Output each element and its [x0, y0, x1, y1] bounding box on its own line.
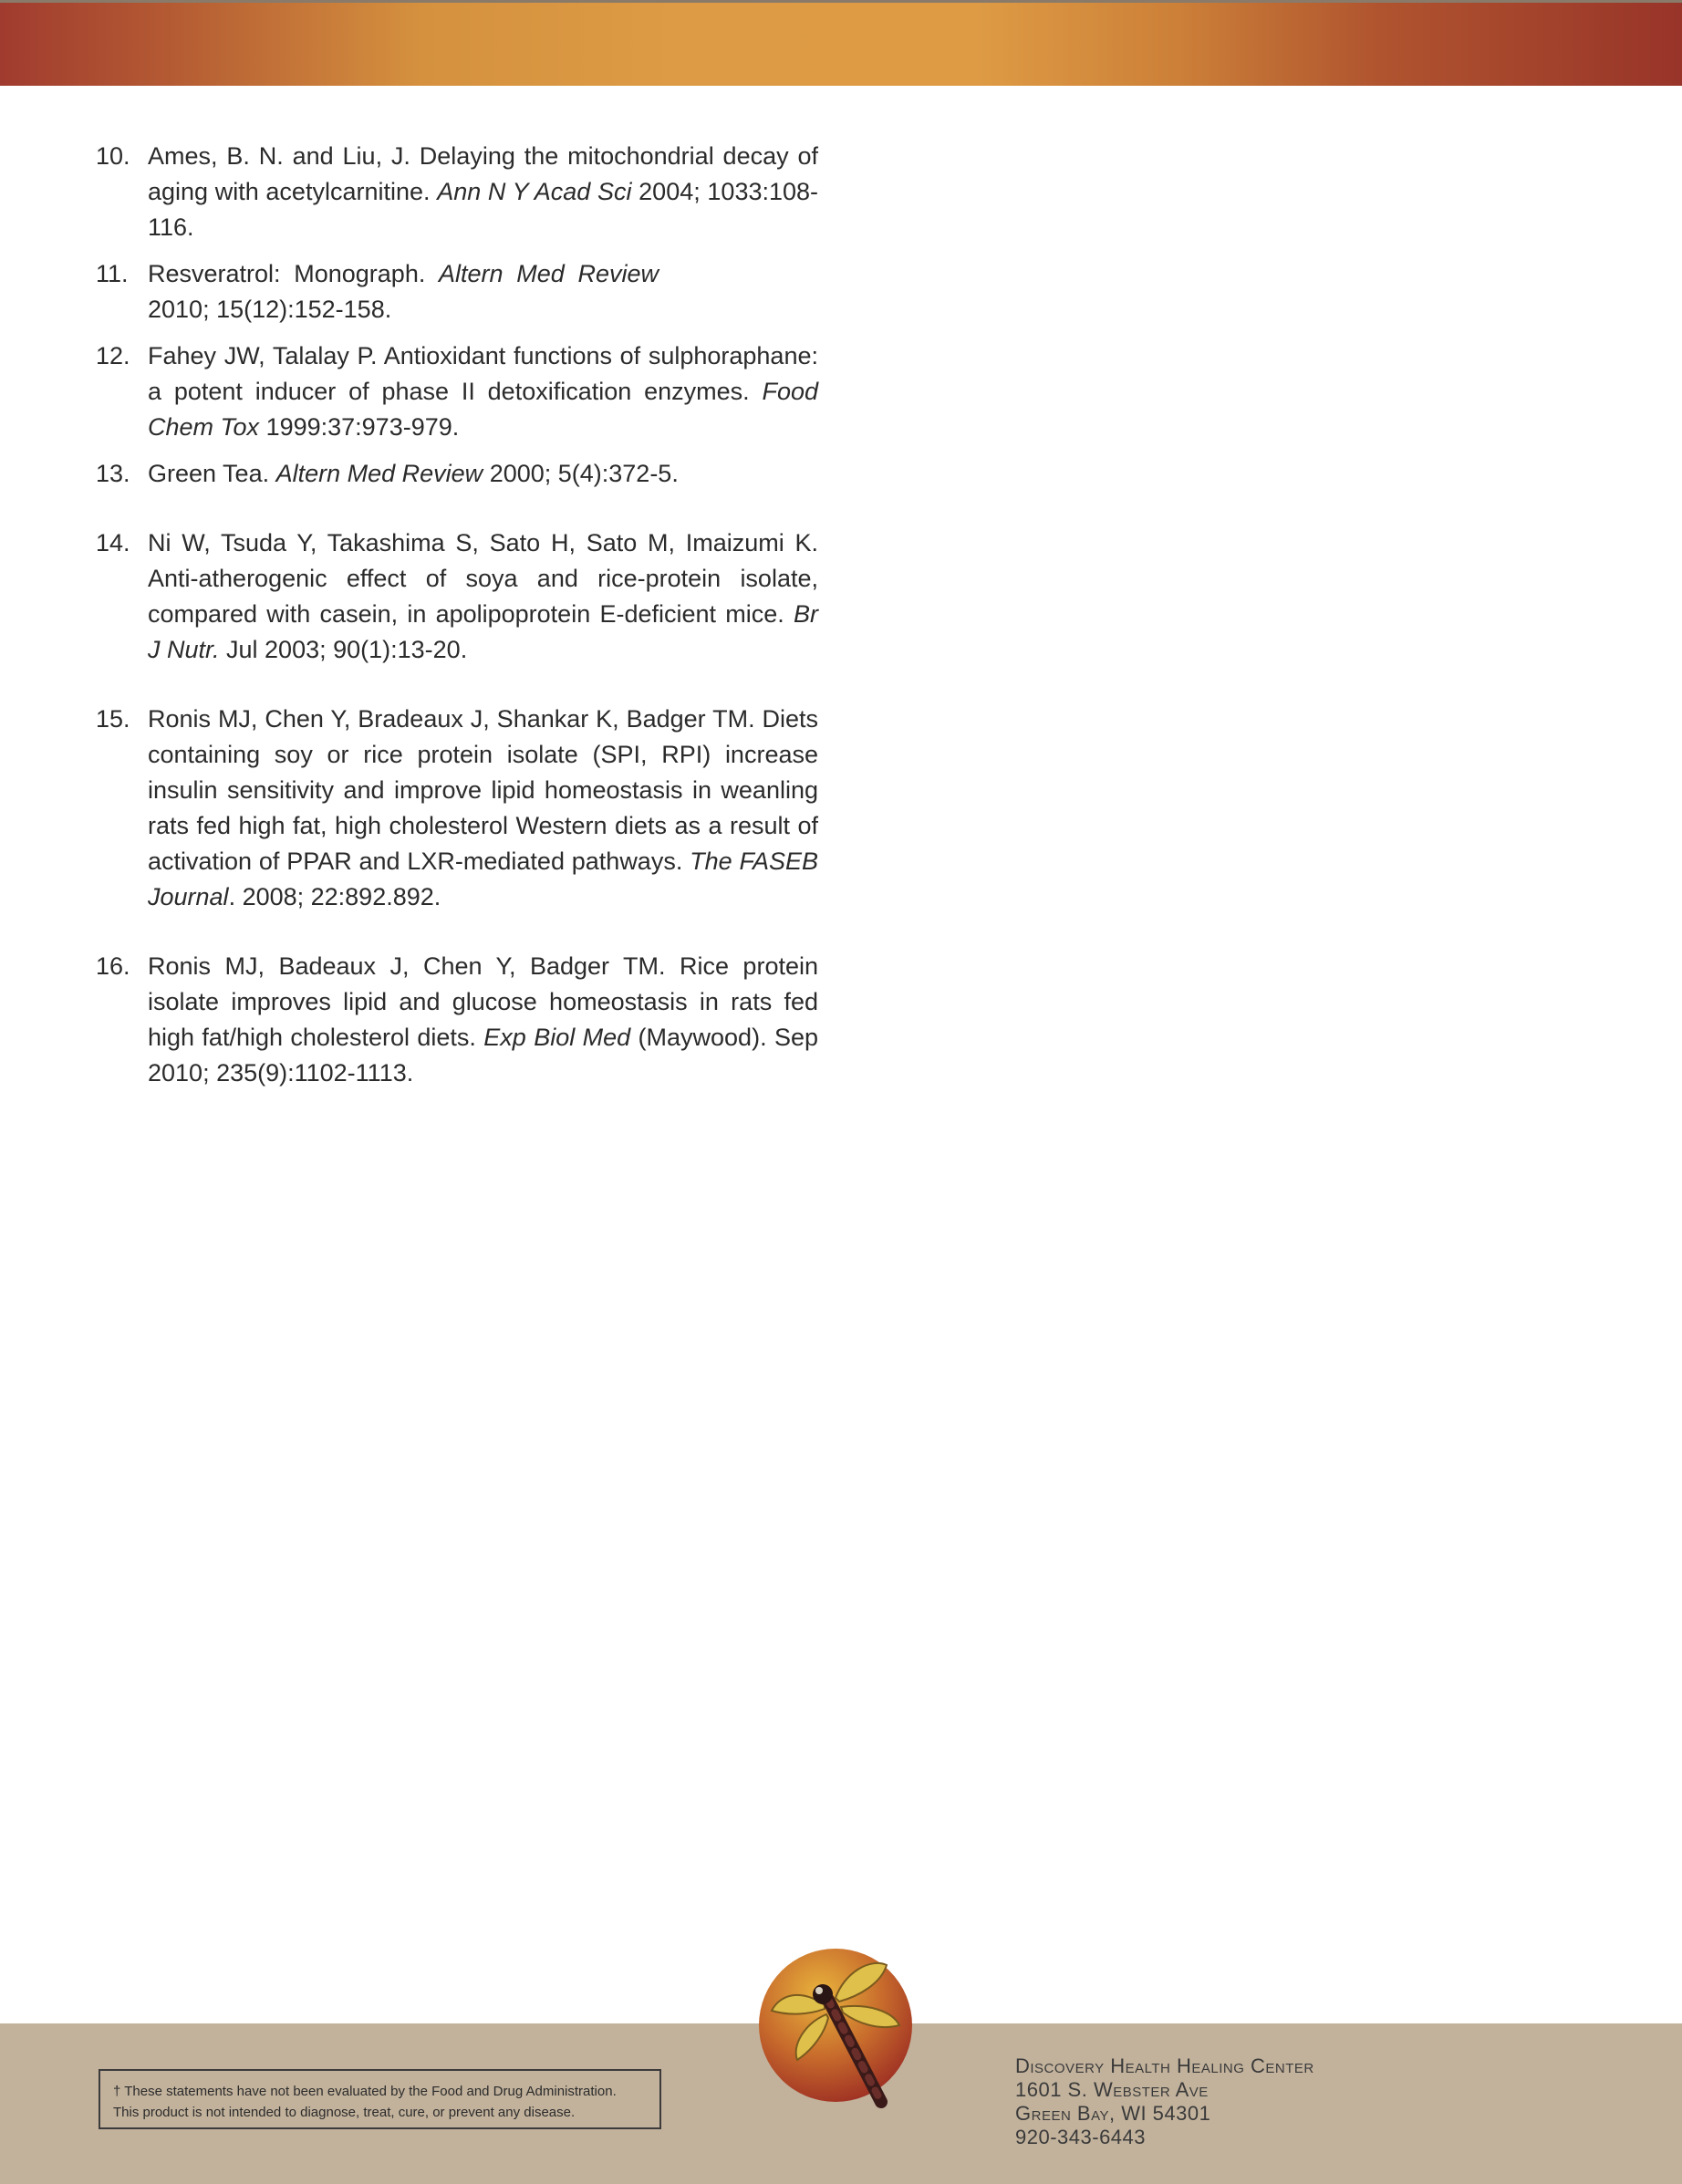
reference-text: Fahey JW, Talalay P. Antioxidant functions of sulphoraphane: a potent inducer of phase II detoxification enzymes.	[148, 342, 818, 405]
street-address: 1601 S. Webster Ave	[1015, 2078, 1209, 2101]
city-state-zip: Green Bay, WI 54301	[1015, 2102, 1211, 2125]
reference-number: 12.	[96, 342, 130, 369]
disclaimer-line-1: † These statements have not been evaluated by the Food and Drug Administration.	[113, 2084, 617, 2099]
reference-item	[96, 139, 818, 245]
reference-text: Ames, B. N. and Liu, J. Delaying the mitochondrial decay of aging with acetylcarnitine.	[148, 142, 818, 205]
reference-number: 13.	[96, 460, 130, 487]
journal-name: Food Chem Tox	[148, 378, 818, 441]
reference-text: (Maywood). Sep 2010; 235(9):1102-1113.	[148, 1024, 818, 1087]
reference-text: 2010; 15(12):152-158.	[148, 296, 392, 323]
reference-text: Green Tea.	[148, 460, 276, 487]
reference-text: Ronis MJ, Badeaux J, Chen Y, Badger TM. Rice protein isolate improves lipid and glucose homeostasis in rats fed high fat/high cholesterol diets.	[148, 952, 818, 1051]
reference-text: 2000; 5(4):372-5.	[483, 460, 679, 487]
contact-address	[1015, 2054, 1314, 2149]
reference-text: 1999:37:973-979.	[259, 413, 460, 441]
reference-list	[96, 139, 818, 1091]
journal-name: Br J Nutr.	[148, 600, 818, 663]
header-gradient-band	[0, 0, 1682, 86]
reference-item	[96, 949, 818, 1091]
reference-text: Ni W, Tsuda Y, Takashima S, Sato H, Sato M, Imaizumi K. Anti-atherogenic effect of soya and rice-protein isolate, compared with casein, in apolipoprotein E-deficient mice.	[148, 529, 818, 628]
reference-number: 14.	[96, 529, 130, 556]
reference-number: 15.	[96, 705, 130, 733]
reference-number: 10.	[96, 142, 130, 170]
reference-number: 16.	[96, 952, 130, 980]
dragonfly-sun-icon	[744, 1932, 927, 2115]
journal-name: Exp Biol Med	[483, 1024, 631, 1051]
reference-item	[96, 456, 818, 492]
reference-item	[96, 702, 818, 915]
phone-number: 920-343-6443	[1015, 2126, 1147, 2148]
journal-name: Altern Med Review	[275, 460, 483, 487]
reference-text: 2004; 1033:108-116.	[148, 178, 819, 241]
reference-item	[96, 256, 659, 328]
journal-name: Ann N Y Acad Sci	[437, 178, 632, 205]
reference-text: . 2008; 22:892.892.	[228, 883, 441, 910]
journal-name: The FASEB Journal	[148, 848, 818, 910]
fda-disclaimer	[99, 2069, 661, 2129]
disclaimer-line-2: This product is not intended to diagnose, treat, cure, or prevent any disease.	[113, 2105, 576, 2120]
reference-number: 11.	[96, 260, 129, 287]
reference-text: Ronis MJ, Chen Y, Bradeaux J, Shankar K, Badger TM. Diets containing soy or rice protein isolate (SPI, RPI) increase insulin sensitivity and improve lipid homeostasis in weanling rats fed high fat, high cholesterol Western diets as a result of activation of PPAR and LXR-mediated pathways.	[148, 705, 818, 875]
journal-name: Altern Med Review	[439, 260, 659, 287]
org-name: Discovery Health Healing Center	[1015, 2054, 1314, 2077]
reference-text: Resveratrol: Monograph.	[148, 260, 440, 287]
reference-text: Jul 2003; 90(1):13-20.	[219, 636, 468, 663]
reference-item	[96, 338, 818, 445]
reference-item	[96, 525, 818, 668]
